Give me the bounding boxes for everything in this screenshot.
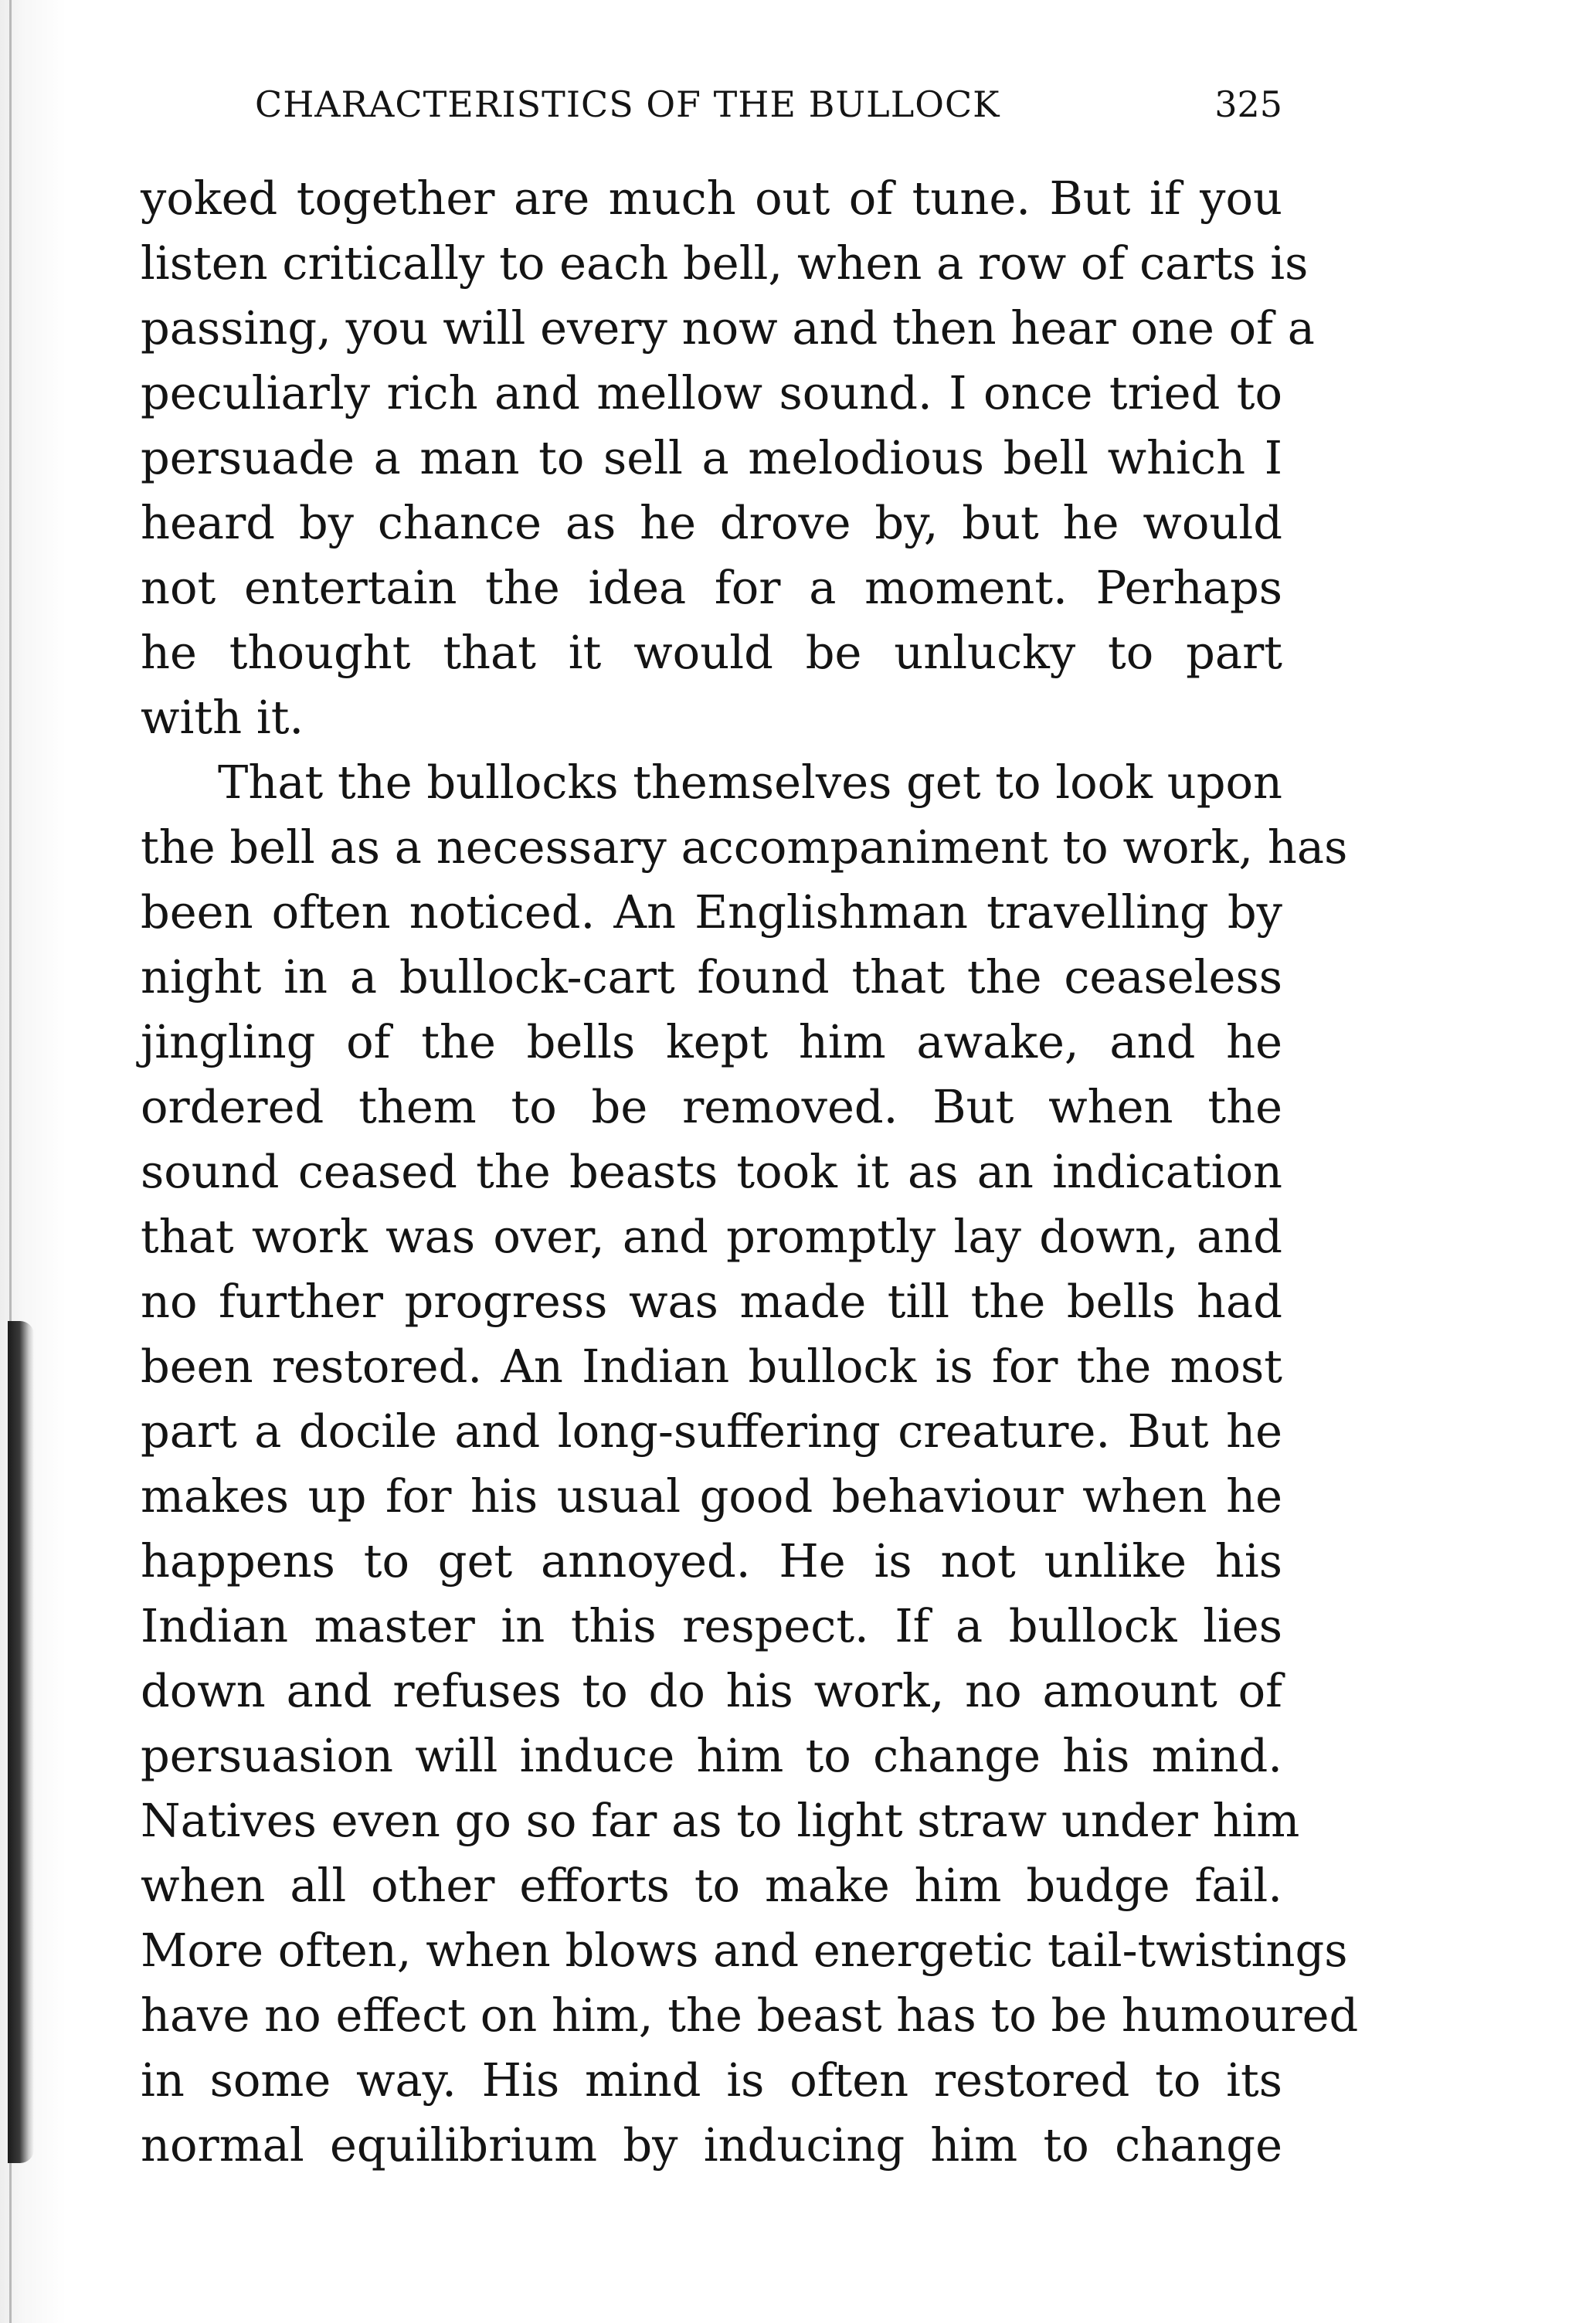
text-line: have no effect on him, the beast has to be humoured xyxy=(141,1988,1359,2042)
text-line: the bell as a necessary accompaniment to work, has xyxy=(141,820,1348,874)
text-line: Natives even go so far as to light straw under him xyxy=(141,1794,1300,1847)
text-line: Indian master in this respect. If a bullock lies xyxy=(141,1599,1282,1652)
text-line: with it. xyxy=(141,691,304,744)
text-line: happens to get annoyed. He is not unlike his xyxy=(141,1534,1282,1588)
text-line: he thought that it would be unlucky to part xyxy=(141,626,1282,679)
text-line: part a docile and long-suffering creature. But he xyxy=(141,1404,1282,1458)
text-line: yoked together are much out of tune. But if you xyxy=(141,172,1282,225)
text-line: that work was over, and promptly lay down, and xyxy=(141,1210,1282,1263)
text-line: persuade a man to sell a melodious bell which I xyxy=(141,431,1282,484)
text-line: sound ceased the beasts took it as an indication xyxy=(141,1145,1282,1198)
page-number: 325 xyxy=(1214,83,1282,125)
text-line: been often noticed. An Englishman travelling by xyxy=(141,885,1282,939)
text-line: listen critically to each bell, when a row of carts is xyxy=(141,236,1309,290)
text-line: heard by chance as he drove by, but he would xyxy=(141,496,1282,549)
text-line: been restored. An Indian bullock is for the most xyxy=(141,1340,1282,1393)
text-line: not entertain the idea for a moment. Perhaps xyxy=(141,561,1282,614)
text-line: jingling of the bells kept him awake, and he xyxy=(141,1015,1282,1068)
text-line: peculiarly rich and mellow sound. I once tried to xyxy=(141,366,1282,419)
text-line: ordered them to be removed. But when the xyxy=(141,1080,1282,1133)
text-line: That the bullocks themselves get to look upon xyxy=(218,756,1282,809)
text-line: when all other efforts to make him budge fail. xyxy=(141,1859,1282,1912)
text-line: no further progress was made till the bells had xyxy=(141,1275,1282,1328)
text-line: persuasion will induce him to change his mind. xyxy=(141,1729,1282,1782)
page-body xyxy=(141,166,1359,2178)
text-line: normal equilibrium by inducing him to change xyxy=(141,2118,1282,2172)
text-line: More often, when blows and energetic tail-twistings xyxy=(141,1924,1348,1977)
running-title: CHARACTERISTICS OF THE BULLOCK xyxy=(255,83,1000,125)
text-line: in some way. His mind is often restored to its xyxy=(141,2053,1282,2107)
page-header xyxy=(255,83,1282,153)
text-line: makes up for his usual good behaviour when he xyxy=(141,1469,1282,1523)
text-line: night in a bullock-cart found that the ceaseless xyxy=(141,950,1282,1004)
binding-shadow xyxy=(8,1321,34,2163)
text-line: passing, you will every now and then hear one of a xyxy=(141,301,1315,355)
text-line: down and refuses to do his work, no amount of xyxy=(141,1664,1282,1717)
